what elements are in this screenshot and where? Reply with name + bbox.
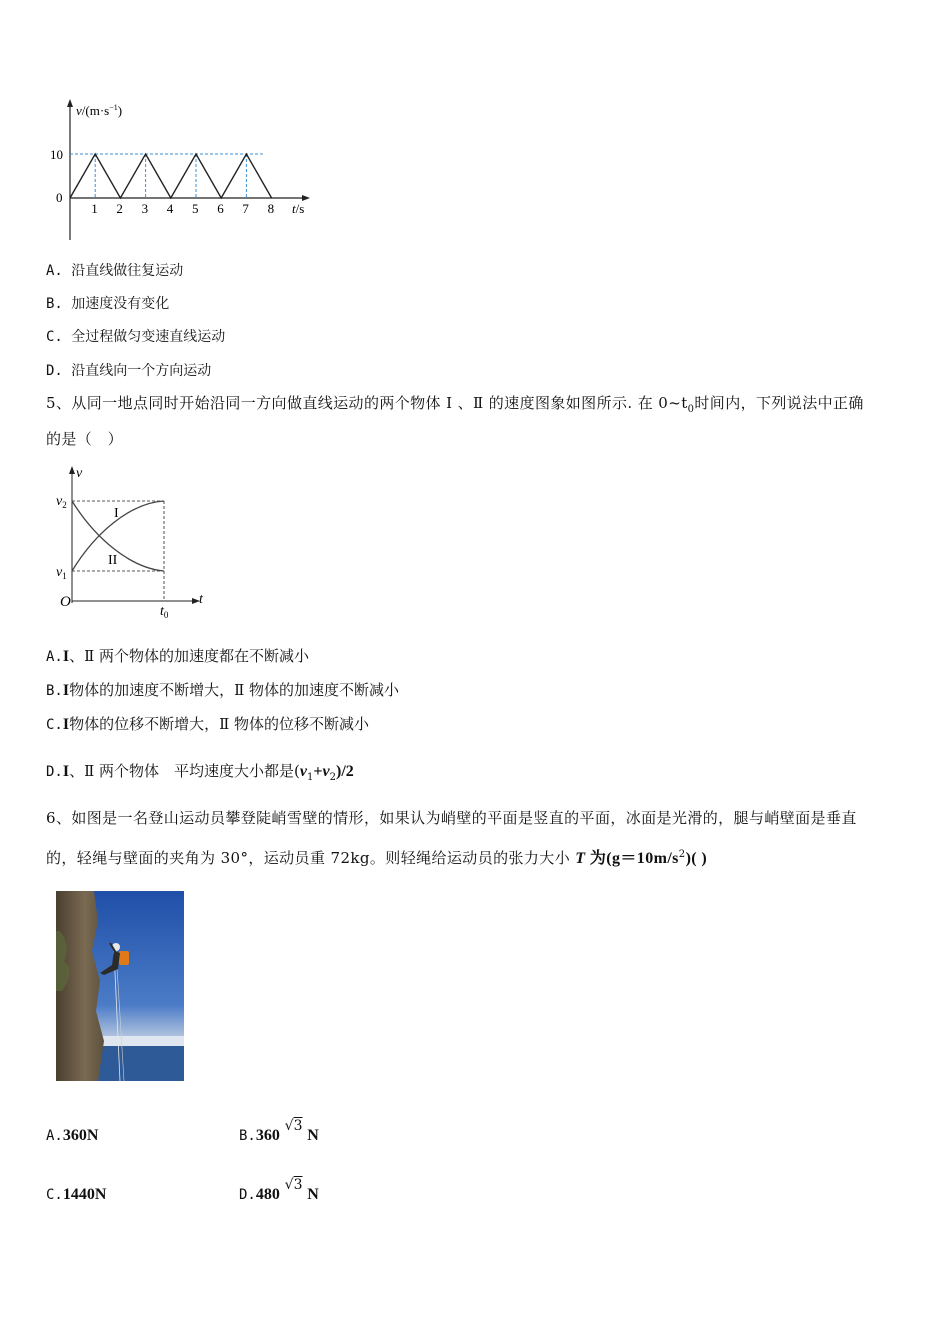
origin-label: O — [60, 594, 71, 610]
q4-option-a: A. 沿直线做往复运动 — [46, 263, 184, 279]
v1-label: $v_1$ — [56, 565, 67, 581]
lake — [96, 1046, 184, 1081]
curve-II-label: II — [108, 553, 118, 568]
q6-stem-line2: 的，轻绳与壁面的夹角为 30°，运动员重 72kg。则轻绳给运动员的张力大小 T 为$(g=10m/s^2)$( ) — [46, 849, 708, 867]
x-tick-label: 8 — [267, 201, 275, 216]
climber-photo — [56, 891, 184, 1081]
velocity-time-graph-1 — [40, 95, 330, 250]
y-axis-arrow — [67, 99, 73, 107]
q5-stem-line2: 的是（ ） — [46, 430, 124, 448]
x-tick-label: 6 — [217, 201, 224, 216]
q6-option-a: A.360N — [46, 1127, 99, 1144]
velocity-time-graph-2 — [50, 463, 220, 623]
y-axis-arrow — [69, 466, 75, 474]
q6-stem-line1: 6、如图是一名登山运动员攀登陡峭雪壁的情形，如果认为峭壁的平面是竖直的平面，冰面是光滑的，腿与峭壁面是垂直 — [46, 809, 857, 827]
y-axis-label: $v/(m\cdot s^{-1})$ — [76, 103, 123, 118]
x-tick-label: 5 — [192, 201, 199, 216]
q4-option-d: D. 沿直线向一个方向运动 — [46, 363, 212, 379]
distant-snow-hills — [96, 1036, 184, 1046]
q6-option-d: D.480 √3 N — [239, 1177, 319, 1203]
t-axis-label: t — [199, 592, 203, 607]
x-tick-label: 7 — [242, 201, 249, 216]
x-tick-label: 2 — [116, 201, 123, 216]
t0-label: $t_0$ — [160, 604, 169, 620]
sqrt3-d: √3 — [284, 1177, 303, 1193]
q5-option-b: B.I物体的加速度不断增大，Ⅱ 物体的加速度不断减小 — [46, 681, 400, 699]
x-tick-label: 3 — [141, 201, 149, 216]
x-axis-label: t/s — [292, 201, 305, 216]
q6-option-c: C.1440N — [46, 1186, 107, 1203]
x-tick-label: 1 — [91, 201, 98, 216]
y-tick-0: 0 — [56, 190, 63, 205]
q5-stem-line1: 5、从同一地点同时开始沿同一方向做直线运动的两个物体 Ⅰ 、Ⅱ 的速度图象如图所示. 在 $0\sim t_0$时间内，下列说法中正确 — [46, 394, 864, 415]
q5-option-a: A.I、Ⅱ 两个物体的加速度都在不断减小 — [46, 647, 310, 665]
v-axis-label: v — [76, 466, 83, 481]
x-tick-labels — [91, 201, 274, 216]
climber-backpack — [119, 951, 129, 965]
q4-option-c: C. 全过程做匀变速直线运动 — [46, 329, 226, 345]
y-tick-10: 10 — [50, 147, 63, 162]
vertical-dashed-lines — [95, 154, 246, 198]
q5-option-c: C.I物体的位移不断增大，Ⅱ 物体的位移不断减小 — [46, 715, 370, 733]
q6-option-b: B.360 √3 N — [239, 1118, 319, 1144]
q5-option-d: D.I、Ⅱ 两个物体 平均速度大小都是$(v_1+v_2)/2$ — [46, 762, 354, 783]
x-tick-label: 4 — [166, 201, 174, 216]
velocity-line — [70, 154, 272, 198]
sqrt3-b: √3 — [284, 1118, 303, 1134]
v2-label: $v_2$ — [56, 494, 67, 510]
q4-option-b: B. 加速度没有变化 — [46, 296, 170, 312]
curve-I-label: I — [114, 506, 119, 521]
